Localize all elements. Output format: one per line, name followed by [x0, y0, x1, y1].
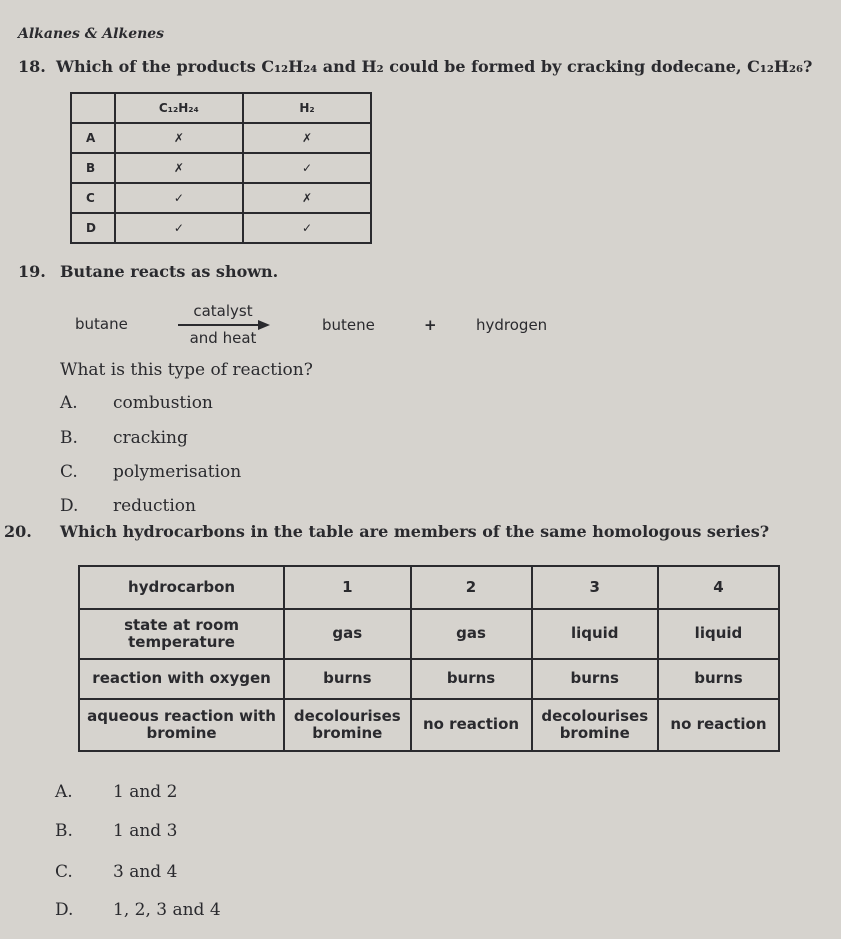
check-mark: ✓ — [243, 213, 371, 243]
check-mark: ✓ — [115, 183, 243, 213]
table-header-row — [71, 93, 371, 123]
row-label: C — [71, 183, 115, 213]
q19-option-a-letter: A. — [60, 393, 78, 413]
table-cell: no reaction — [411, 699, 532, 751]
cross-mark: ✗ — [243, 123, 371, 153]
table-row — [71, 183, 371, 213]
q20-number: 20. — [4, 522, 32, 541]
reaction-arrow-line — [178, 324, 262, 326]
table-header-cell: 2 — [411, 566, 532, 609]
equation-product1: butene — [322, 316, 375, 334]
table-header-cell: H₂ — [243, 93, 371, 123]
section-title: Alkanes & Alkenes — [18, 26, 165, 42]
row-label: A — [71, 123, 115, 153]
q20-option-a-text: 1 and 2 — [113, 782, 178, 802]
table-row — [79, 609, 779, 659]
table-header-cell: hydrocarbon — [79, 566, 284, 609]
equation-product2: hydrogen — [476, 316, 548, 334]
q19-option-d-letter: D. — [60, 496, 79, 516]
q19-option-b-text: cracking — [113, 428, 188, 448]
q20-option-b-letter: B. — [55, 821, 73, 841]
q20-option-d-text: 1, 2, 3 and 4 — [113, 900, 221, 920]
check-mark: ✓ — [243, 153, 371, 183]
equation-plus: + — [424, 316, 437, 334]
q19-option-b-letter: B. — [60, 428, 78, 448]
table-cell: liquid — [658, 609, 779, 659]
q18-number: 18. — [18, 57, 46, 76]
q19-option-a-text: combustion — [113, 393, 213, 413]
q20-option-c-letter: C. — [55, 862, 73, 882]
table-cell: burns — [284, 659, 410, 699]
equation-reactant: butane — [75, 315, 128, 333]
cross-mark: ✗ — [243, 183, 371, 213]
q19-number: 19. — [18, 262, 46, 281]
q20-option-d-letter: D. — [55, 900, 74, 920]
table-cell: gas — [284, 609, 410, 659]
table-header-cell: 1 — [284, 566, 410, 609]
table-header-cell: 4 — [658, 566, 779, 609]
cross-mark: ✗ — [115, 153, 243, 183]
equation-condition-bottom: and heat — [189, 329, 257, 347]
table-cell: decolourises bromine — [284, 699, 410, 751]
equation-condition-top: catalyst — [193, 302, 253, 320]
table-header-row — [79, 566, 779, 609]
q19-text: Butane reacts as shown. — [60, 262, 279, 281]
table-row — [71, 213, 371, 243]
q20-option-b-text: 1 and 3 — [113, 821, 178, 841]
table-row — [79, 659, 779, 699]
table-cell: burns — [411, 659, 532, 699]
table-cell: burns — [658, 659, 779, 699]
table-header-cell: C₁₂H₂₄ — [115, 93, 243, 123]
table-row — [71, 123, 371, 153]
q20-hydrocarbon-table — [78, 565, 780, 752]
q19-option-c-text: polymerisation — [113, 462, 242, 482]
q20-text: Which hydrocarbons in the table are members of the same homologous series? — [60, 522, 770, 541]
q19-question: What is this type of reaction? — [60, 360, 313, 380]
table-header-cell: 3 — [532, 566, 658, 609]
table-cell: gas — [411, 609, 532, 659]
table-row — [79, 699, 779, 751]
check-mark: ✓ — [115, 213, 243, 243]
table-header-cell — [71, 93, 115, 123]
q20-option-c-text: 3 and 4 — [113, 862, 178, 882]
table-cell: no reaction — [658, 699, 779, 751]
table-cell: liquid — [532, 609, 658, 659]
cross-mark: ✗ — [115, 123, 243, 153]
table-row — [71, 153, 371, 183]
q18-text: Which of the products C₁₂H₂₄ and H₂ could be formed by cracking dodecane, C₁₂H₂₆? — [56, 57, 813, 76]
row-label: B — [71, 153, 115, 183]
property-label: aqueous reaction with bromine — [79, 699, 284, 751]
row-label: D — [71, 213, 115, 243]
q20-option-a-letter: A. — [55, 782, 73, 802]
table-cell: burns — [532, 659, 658, 699]
property-label: state at room temperature — [79, 609, 284, 659]
table-cell: decolourises bromine — [532, 699, 658, 751]
q19-option-d-text: reduction — [113, 496, 196, 516]
q18-answer-table — [70, 92, 372, 244]
property-label: reaction with oxygen — [79, 659, 284, 699]
q19-option-c-letter: C. — [60, 462, 78, 482]
